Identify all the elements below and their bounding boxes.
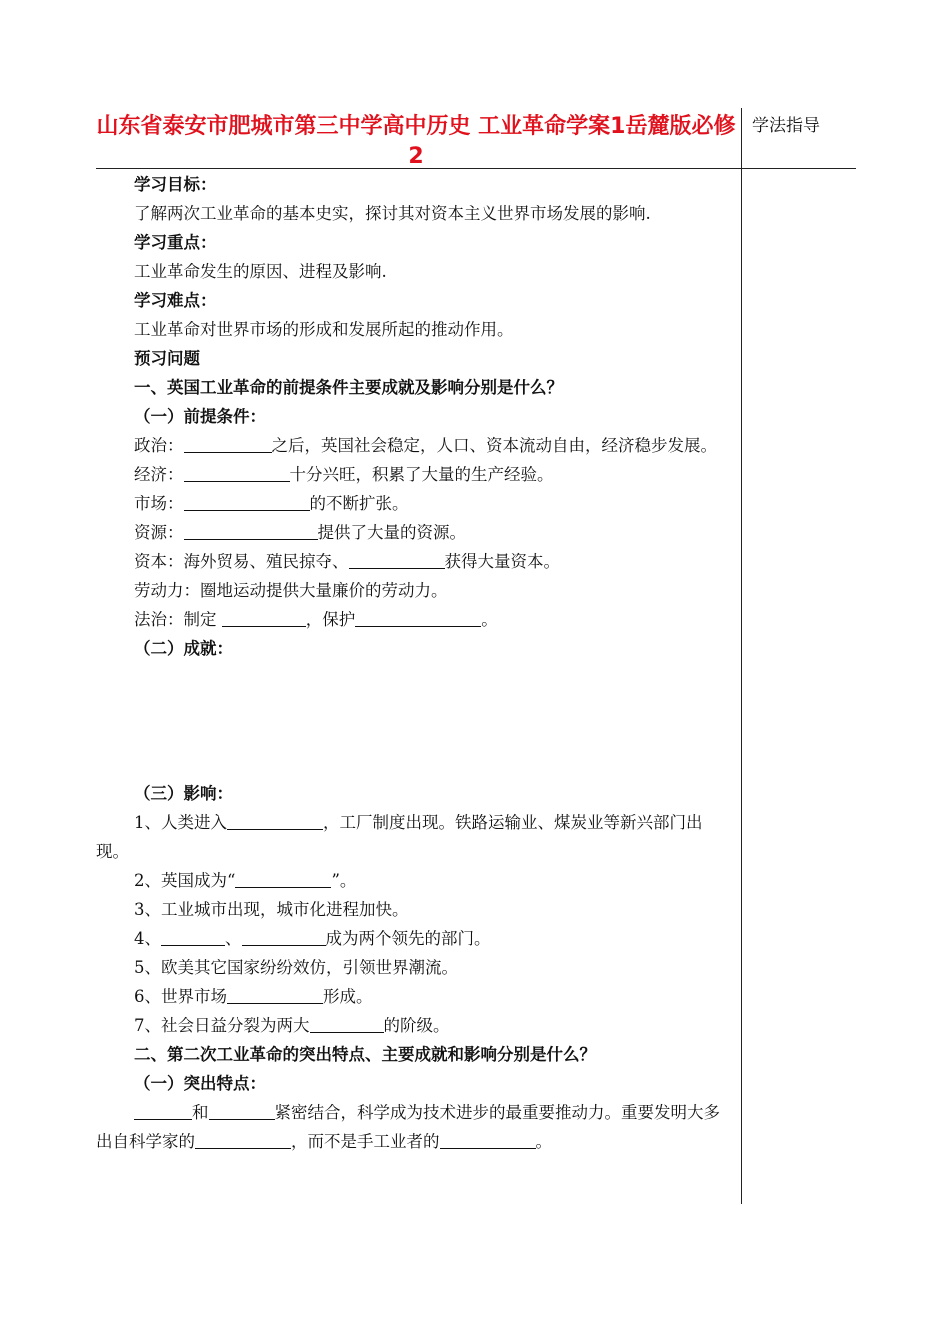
key-heading: 学习重点： — [134, 233, 217, 252]
answer-blank[interactable] — [134, 1101, 192, 1120]
answer-blank[interactable] — [440, 1130, 536, 1149]
condition-politics: 政治： 之后，英国社会稳定，人口、资本流动自由，经济稳步发展。 — [134, 436, 717, 455]
answer-blank[interactable] — [227, 811, 323, 830]
question-1-sub-1: （一）前提条件： — [134, 407, 266, 426]
condition-economy: 经济： 十分兴旺，积累了大量的生产经验。 — [134, 465, 554, 484]
effect-4: 4、 、 成为两个领先的部门。 — [134, 929, 491, 948]
answer-blank[interactable] — [184, 521, 318, 540]
effect-6: 6、世界市场 形成。 — [134, 987, 373, 1006]
question-1-sub-2: （二）成就： — [134, 639, 233, 658]
column-divider — [741, 108, 742, 1204]
answer-blank[interactable] — [209, 1101, 275, 1120]
answer-blank[interactable] — [161, 927, 225, 946]
effect-3: 3、工业城市出现，城市化进程加快。 — [134, 900, 409, 919]
difficulty-heading: 学习难点： — [134, 291, 217, 310]
answer-blank[interactable] — [195, 1130, 291, 1149]
side-column-heading: 学法指导 — [752, 116, 820, 136]
preview-heading: 预习问题 — [134, 349, 200, 368]
answer-blank[interactable] — [184, 492, 310, 511]
answer-space[interactable] — [96, 663, 732, 779]
answer-blank[interactable] — [227, 985, 323, 1004]
condition-market: 市场： 的不断扩张。 — [134, 494, 409, 513]
document-title: 山东省泰安市肥城市第三中学高中历史 工业革命学案1岳麓版必修2 — [96, 114, 736, 169]
answer-blank[interactable] — [355, 608, 481, 627]
answer-blank[interactable] — [235, 869, 331, 888]
effect-2: 2、英国成为“ ”。 — [134, 871, 357, 890]
condition-capital: 资本：海外贸易、殖民掠夺、 获得大量资本。 — [134, 552, 560, 571]
question-1: 一、英国工业革命的前提条件主要成就及影响分别是什么？ — [134, 378, 563, 397]
feature-text: 和 紧密结合，科学成为技术进步的最重要推动力。重要发明大多出自科学家的 ，而不是手工业者的 。 — [96, 1103, 720, 1151]
answer-blank[interactable] — [349, 550, 445, 569]
goal-heading: 学习目标： — [134, 175, 217, 194]
question-1-sub-3: （三）影响： — [134, 784, 233, 803]
answer-blank[interactable] — [184, 434, 272, 453]
answer-blank[interactable] — [310, 1014, 384, 1033]
effect-7: 7、社会日益分裂为两大 的阶级。 — [134, 1016, 450, 1035]
goal-text: 了解两次工业革命的基本史实，探讨其对资本主义世界市场发展的影响. — [134, 204, 651, 223]
answer-blank[interactable] — [184, 463, 290, 482]
key-text: 工业革命发生的原因、进程及影响. — [134, 262, 387, 281]
difficulty-text: 工业革命对世界市场的形成和发展所起的推动作用。 — [134, 320, 514, 339]
answer-blank[interactable] — [242, 927, 326, 946]
condition-resource: 资源： 提供了大量的资源。 — [134, 523, 466, 542]
question-2: 二、第二次工业革命的突出特点、主要成就和影响分别是什么？ — [134, 1045, 596, 1064]
effect-5: 5、欧美其它国家纷纷效仿，引领世界潮流。 — [134, 958, 458, 977]
condition-law: 法治：制定 ，保护 。 — [134, 610, 498, 629]
effect-1: 1、人类进入 ，工厂制度出现。铁路运输业、煤炭业等新兴部门出现。 — [96, 813, 703, 861]
answer-blank[interactable] — [222, 608, 306, 627]
condition-labor: 劳动力：圈地运动提供大量廉价的劳动力。 — [134, 581, 448, 600]
main-content — [96, 170, 732, 1156]
question-2-sub-1: （一）突出特点： — [134, 1074, 266, 1093]
